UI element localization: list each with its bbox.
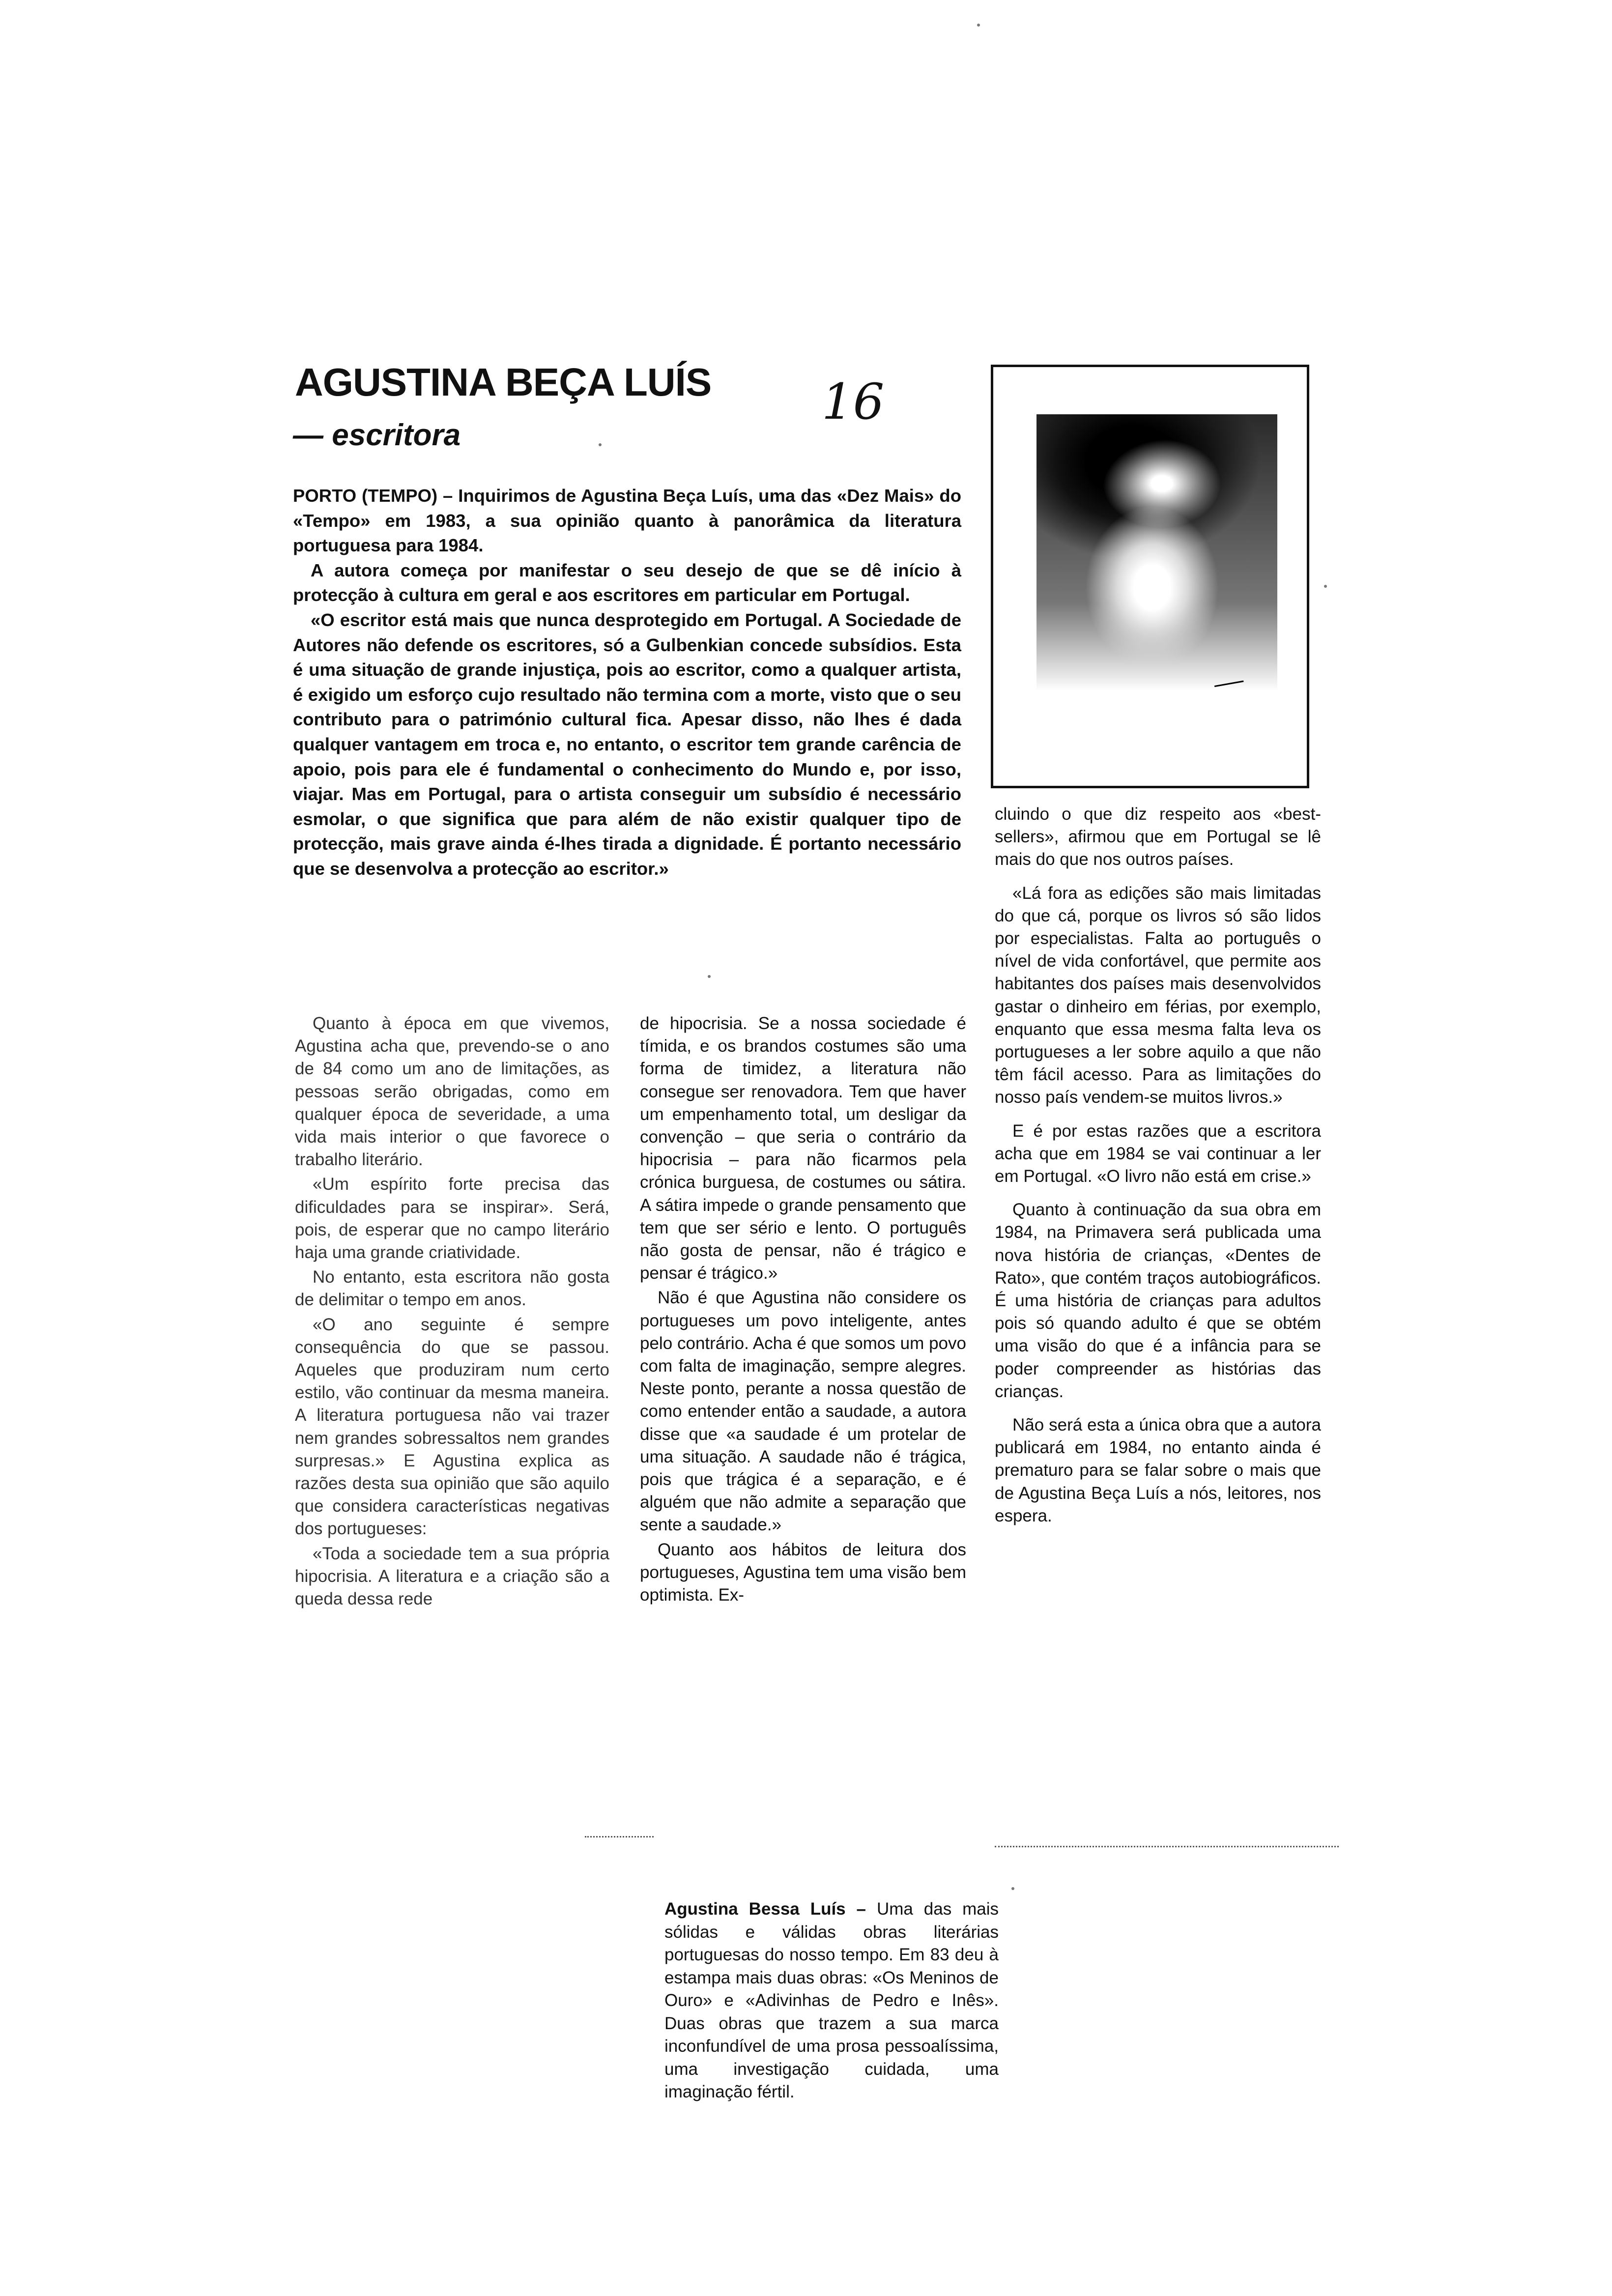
body-paragraph: «Toda a sociedade tem a sua própria hipocrisia. A literatura e a criação são a queda dessa rede bbox=[295, 1544, 609, 1609]
body-paragraph: «O ano seguinte é sempre consequência do que se passou. Aqueles que produziram num certo estilo, vão continuar da mesma maneira. A literatura portuguesa não vai trazer nem grandes sobressaltos nem grandes surpresas.» E Agustina explica as razões desta sua opinião que são aquilo que considera características negativas dos portugueses: bbox=[295, 1315, 609, 1539]
author-portrait-photo bbox=[1036, 414, 1277, 729]
body-paragraph: Não será esta a única obra que a autora publicará em 1984, no entanto ainda é prematuro para se falar sobre o mais que de Agustina Beça Luís a nós, leitores, nos espera. bbox=[995, 1415, 1321, 1525]
print-speck bbox=[708, 975, 711, 978]
print-speck bbox=[1011, 1887, 1014, 1890]
body-paragraph: No entanto, esta escritora não gosta de delimitar o tempo em anos. bbox=[295, 1267, 609, 1310]
article-intro bbox=[293, 484, 961, 882]
body-paragraph: Quanto aos hábitos de leitura dos portugueses, Agustina tem uma visão bem optimista. Ex- bbox=[640, 1540, 966, 1605]
photo-mark bbox=[1212, 671, 1243, 687]
body-paragraph: de hipocrisia. Se a nossa sociedade é tímida, e os brandos costumes são uma forma de timidez, a literatura não consegue ser renovadora. Tem que haver um empenhamento total, um desligar da convenção – que seria o contrário da hipocrisia – para não ficarmos pela crónica burguesa, de costumes ou sátira. A sátira impede o grande pensamento que tem que ser sério e lento. O português não gosta de pensar, não é trágico e pensar é trágico.» bbox=[640, 1014, 966, 1283]
column-end-rule bbox=[585, 1836, 654, 1837]
photo-caption bbox=[664, 1898, 999, 2104]
caption-lead: Agustina Bessa Luís – bbox=[664, 1899, 866, 1919]
author-photo-frame bbox=[991, 365, 1309, 788]
article-column-1 bbox=[295, 1012, 609, 1612]
column-end-rule bbox=[995, 1846, 1339, 1847]
body-paragraph: «Um espírito forte precisa das dificuldades para se inspirar». Será, pois, de esperar que no campo literário haja uma grande criatividade. bbox=[295, 1175, 609, 1263]
body-paragraph: Quanto à época em que vivemos, Agustina acha que, prevendo-se o ano de 84 como um ano de limitações, as pessoas serão obrigadas, como em qualquer época de severidade, a uma vida mais interior o que favorece o trabalho literário. bbox=[295, 1014, 609, 1170]
headline: AGUSTINA BEÇA LUÍS bbox=[295, 360, 712, 404]
caption-text: Uma das mais sólidas e válidas obras literárias portuguesas do nosso tempo. Em 83 deu à estampa mais duas obras: «Os Meninos de Ouro» e «Adivinhas de Pedro e Inês». Duas obras que trazem a sua marca inconfundível de uma prosa pessoalíssima, uma investigação cuidada, uma imaginação fértil. bbox=[664, 1899, 999, 2101]
print-speck bbox=[977, 24, 980, 27]
intro-paragraph: A autora começa por manifestar o seu desejo de que se dê início à protecção à cultura em geral e aos escritores em particular em Portugal. bbox=[293, 560, 961, 605]
body-paragraph: cluindo o que diz respeito aos «best-sellers», afirmou que em Portugal se lê mais do que nos outros países. bbox=[995, 804, 1321, 869]
article-column-2 bbox=[640, 1012, 966, 1608]
handwritten-page-note: 16 bbox=[822, 373, 885, 430]
article-column-3 bbox=[995, 803, 1321, 1538]
body-paragraph: E é por estas razões que a escritora acha que em 1984 se vai continuar a ler em Portugal. «O livro não está em crise.» bbox=[995, 1121, 1321, 1186]
body-paragraph: Não é que Agustina não considere os portugueses um povo inteligente, antes pelo contrário. Acha é que somos um povo com falta de imaginação, sempre alegres. Neste ponto, perante a nossa questão de como entender então a saudade, a autora disse que «a saudade é um protelar de uma situação. A saudade não é trágica, pois que trágica é a separação, e é alguém que não admite a separação que sente a saudade.» bbox=[640, 1288, 966, 1535]
print-speck bbox=[599, 443, 602, 446]
body-paragraph: Quanto à continuação da sua obra em 1984, na Primavera será publicada uma nova história de crianças, «Dentes de Rato», que contém traços autobiográficos. É uma história de crianças para adultos pois só quando adulto é que se obtém uma visão do que é a infância para se poder compreender as histórias das crianças. bbox=[995, 1200, 1321, 1401]
intro-paragraph: «O escritor está mais que nunca desprotegido em Portugal. A Sociedade de Autores não defende os escritores, só a Gulbenkian concede subsídios. Esta é uma situação de grande injustiça, pois ao escritor, como a qualquer artista, é exigido um esforço cujo resultado não termina com a morte, visto que o seu contributo para o património cultural fica. Apesar disso, não lhes é dada qualquer vantagem em troca e, no entanto, o escritor tem grande carência de apoio, pois para ele é fundamental o conhecimento do Mundo e, por isso, viajar. Mas em Portugal, para o artista conseguir um subsídio é necessário esmolar, o que significa que para além de não existir qualquer tipo de protecção, mais grave ainda é-lhes tirada a dignidade. É portanto necessário que se desenvolva a protecção ao escritor.» bbox=[293, 609, 961, 879]
intro-paragraph: PORTO (TEMPO) – Inquirimos de Agustina Beça Luís, uma das «Dez Mais» do «Tempo» em 1983, a sua opinião quanto à panorâmica da literatura portuguesa para 1984. bbox=[293, 486, 961, 556]
subheadline: — escritora bbox=[293, 418, 461, 452]
print-speck bbox=[1324, 585, 1327, 588]
body-paragraph: «Lá fora as edições são mais limitadas do que cá, porque os livros só são lidos por especialistas. Falta ao português o nível de vida confortável, que permite aos habitantes dos países mais desenvolvidos gastar o dinheiro em férias, por exemplo, enquanto que essa mesma falta leva os portugueses a ler sobre aquilo a que não têm fácil acesso. Para as limitações do nosso país vendem-se muitos livros.» bbox=[995, 883, 1321, 1107]
